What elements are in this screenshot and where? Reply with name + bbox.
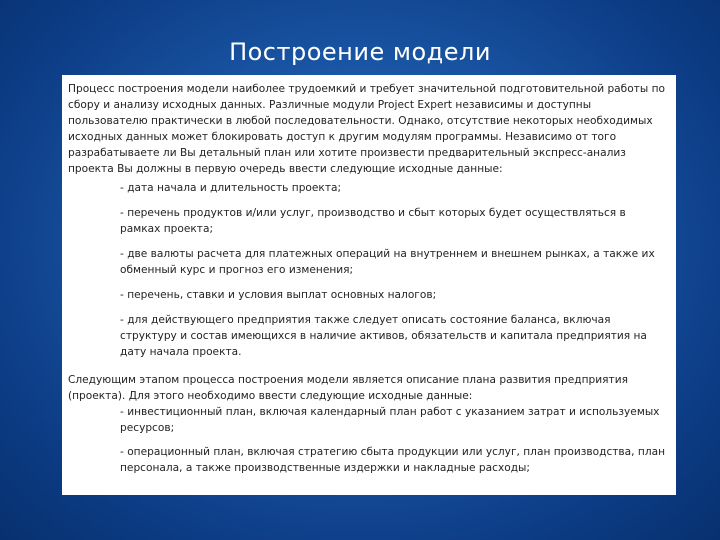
second-paragraph: Следующим этапом процесса построения модели является описание плана развития предприятия (проекта). Для этого необходимо ввести следующие исходные данные: [68,374,628,402]
list-item: - перечень продуктов и/или услуг, производство и сбыт которых будет осуществляться в рамках проекта; [120,207,626,235]
list-item: - перечень, ставки и условия выплат основных налогов; [120,289,437,301]
list-item: - дата начала и длительность проекта; [120,182,342,194]
intro-paragraph: Процесс построения модели наиболее трудоемкий и требует значительной подготовительной работы по сбору и анализу исходных данных. Различные модули Project Expert независимы и доступны пользователю практически в любой последовательности. Однако, отсутствие некоторых необходимых исходных данных может блокировать доступ к другим модулям программы. Независимо от того разрабатываете ли Вы детальный план или хотите произвести предварительный экспресс-анализ проекта Вы должны в первую очередь ввести следующие исходные данные: [68,83,665,175]
slide-title: Построение модели [229,38,491,66]
required-data-list [68,180,668,360]
list-item: - для действующего предприятия также следует описать состояние баланса, включая структуру и состав имеющихся в наличие активов, обязательств и капитала предприятия на дату начала проекта. [120,314,647,358]
list-item: - инвестиционный план, включая календарный план работ с указанием затрат и используемых ресурсов; [120,406,660,434]
list-item: - операционный план, включая стратегию сбыта продукции или услуг, план производства, план персонала, а также производственные издержки и накладные расходы; [120,446,666,474]
content-panel [62,75,676,495]
list-item: - две валюты расчета для платежных операций на внутреннем и внешнем рынках, а также их обменный курс и прогноз его изменения; [120,248,655,276]
plan-data-list [68,404,668,476]
